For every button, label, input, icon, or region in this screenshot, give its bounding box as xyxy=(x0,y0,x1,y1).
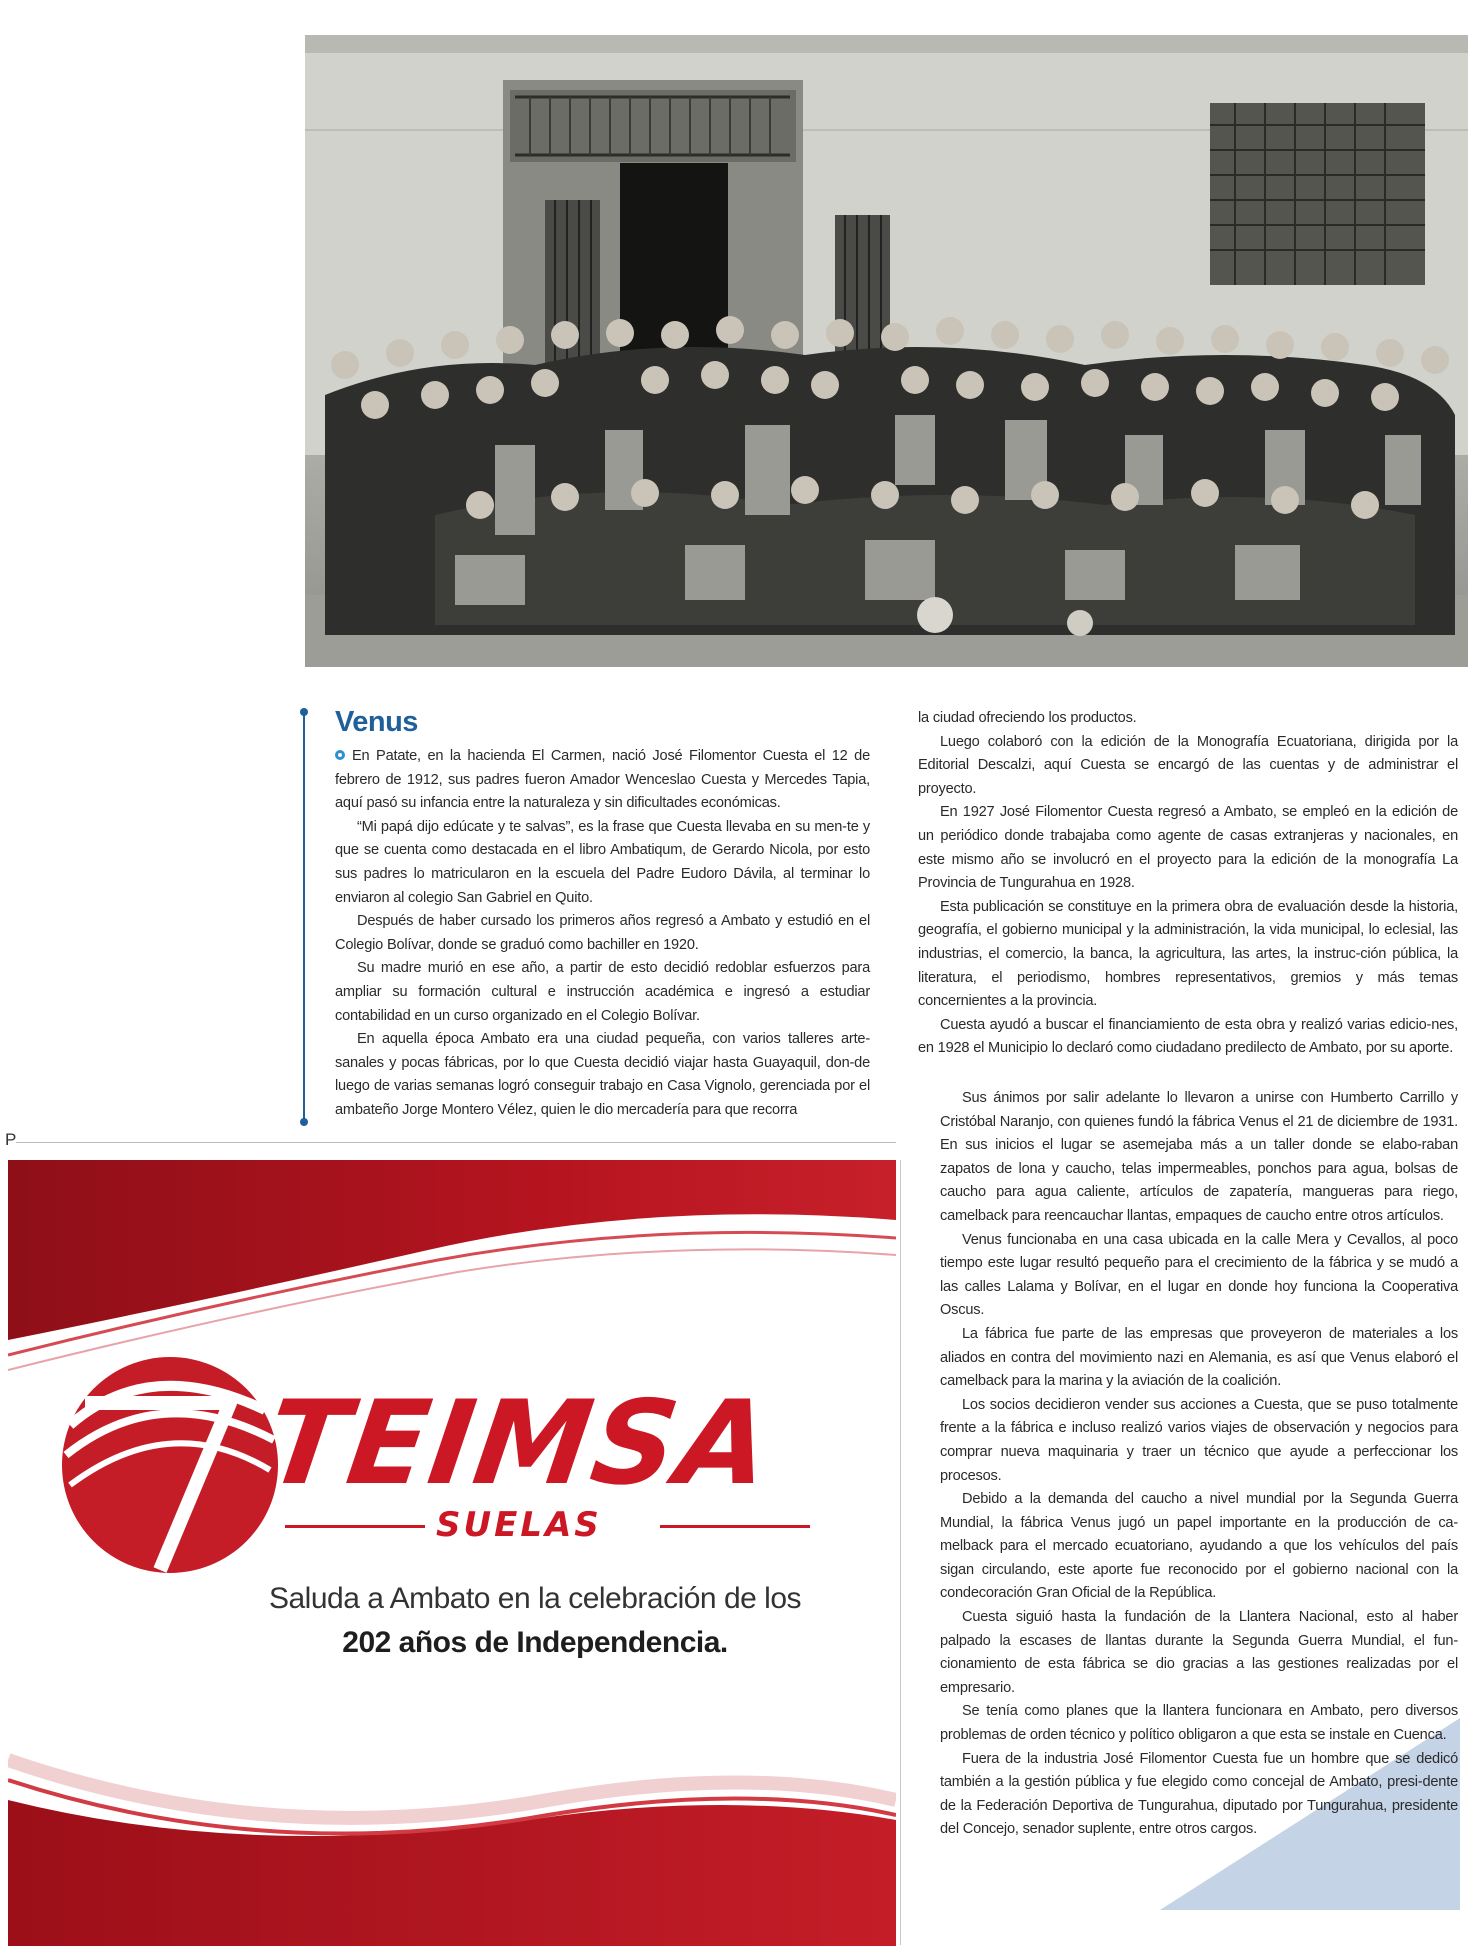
ad-slogan-line-2: 202 años de Independencia. xyxy=(342,1626,728,1659)
article-paragraph: Sus ánimos por salir adelante lo llevaron a unirse con Humberto Carrillo y Cristóbal Naranjo, con quienes fundó la fábrica Venus el 21 de diciembre de 1931. En sus inicios el lugar se asemejaba más a un taller donde se elabo-raban zapatos de lona y caucho, telas impermeables, ponchos para agua, bolsas de caucho para agua caliente, artículos de zapatería, mangueras para riego, camelback para reencauchar llantas, empaques de caucho entre otros artículos. xyxy=(940,1090,1458,1224)
brand-subtitle: SUELAS xyxy=(436,1505,602,1545)
article-paragraph: Debido a la demanda del caucho a nivel mundial por la Segunda Guerra Mundial, la fábrica Venus jugó un papel importante en la producción de ca-melback para el mercado ecuatoriano, ayudando a que los vehículos del país sigan circulando, este aporte fue reconocido por el gobierno nacional con la condecoración Gran Oficial de la República. xyxy=(940,1491,1458,1602)
brand-rule-right xyxy=(660,1525,810,1528)
article-paragraph: Se tenía como planes que la llantera funcionara en Ambato, pero diversos problemas de orden técnico y político obligaron a que esta se instale en Cuenca. xyxy=(940,1703,1458,1744)
ad-wave-background xyxy=(8,1160,896,1946)
article-paragraph: La fábrica fue parte de las empresas que proveyeron de materiales a los aliados en contra del movimiento nazi en Alemania, es así que Venus elaboró el camelback para la marina y la aviación de la coalición. xyxy=(940,1325,1458,1390)
ad-top-rule xyxy=(16,1142,896,1143)
article-paragraph: Después de haber cursado los primeros años regresó a Ambato y estudió en el Colegio Bolívar, donde se graduó como bachiller en 1920. xyxy=(335,913,870,953)
teimsa-advertisement xyxy=(8,1160,896,1946)
article-paragraph: Venus funcionaba en una casa ubicada en la calle Mera y Cevallos, al poco tiempo este lugar resultó pequeño para el crecimiento de la fábrica y se mudó a las calles Lalama y Bolívar, en el lugar en donde hoy funciona la Cooperativa Oscus. xyxy=(940,1231,1458,1319)
brand-name: TEIMSA xyxy=(258,1376,780,1511)
page-marker: P xyxy=(5,1130,17,1149)
article-right-column-top xyxy=(918,707,1458,1061)
article-paragraph: Luego colaboró con la edición de la Monografía Ecuatoriana, dirigida por la Editorial Descalzi, aquí Cuesta se encargó de las cuentas y de administrar el proyecto. xyxy=(918,733,1458,797)
article-title: Venus xyxy=(335,706,418,738)
article-paragraph: Cuesta siguió hasta la fundación de la Llantera Nacional, esto al haber palpado la escases de llantas durante la Segunda Guerra Mundial, el fun-cionamiento de esta fábrica se dio gracias a las gestiones realizadas por el empresario. xyxy=(940,1609,1458,1696)
article-paragraph: Esta publicación se constituye en la primera obra de evaluación desde la historia, geografía, el gobierno municipal y la administración, la vida municipal, lo eclesial, las industrias, el comercio, la banca, la agricultura, las artes, la instruc-ción pública, la literatura, el periodismo, hombres representativos, gremios y más temas concernientes a la provincia. xyxy=(918,898,1458,1010)
article-paragraph: Su madre murió en ese año, a partir de esto decidió redoblar esfuerzos para ampliar su formación cultural e instrucción académica e ingresó a estudiar contabilidad en un curso organizado en el Colegio Bolívar. xyxy=(335,960,870,1024)
article-paragraph: En aquella época Ambato era una ciudad pequeña, con varios talleres arte-sanales y pocas fábricas, por lo que Cuesta decidió viajar hasta Guayaquil, don-de luego de varias semanas logró conseguir trabajo en Casa Vignolo, gerenciada por el ambateño Jorge Montero Vélez, quien le dio mercadería para que recorra xyxy=(335,1031,870,1118)
ad-slogan-line-1: Saluda a Ambato en la celebración de los xyxy=(268,1582,802,1615)
historic-group-photo xyxy=(305,35,1468,667)
article-left-column xyxy=(335,745,870,1123)
article-paragraph: Los socios decidieron vender sus acciones a Cuesta, que se puso totalmente frente a la fábrica e incluso realizó varios viajes de observación y negocios para comprar nueva maquinaria y traer un técnico que ayude a perfeccionar los procesos. xyxy=(940,1396,1458,1484)
ad-right-rule xyxy=(900,1160,901,1945)
bullet-icon xyxy=(335,750,345,760)
teimsa-globe-logo xyxy=(62,1357,278,1573)
article-right-column-bottom xyxy=(940,1087,1458,1842)
article-paragraph: la ciudad ofreciendo los productos. xyxy=(918,710,1137,726)
article-paragraph: “Mi papá dijo edúcate y te salvas”, es la frase que Cuesta llevaba en su men-te y que se cuenta como destacada en el libro Ambatiqum, de Gerardo Nicola, por esto sus padres lo matricularon en la escuela del Padre Eudoro Dávila, al terminar lo enviaron al colegio San Gabriel en Quito. xyxy=(335,818,870,906)
photo-illustration xyxy=(305,35,1468,667)
article-paragraph: Cuesta ayudó a buscar el financiamiento de esta obra y realizó varias edicio-nes, en 1928 el Municipio lo declaró como ciudadano predilecto de Ambato, por su aporte. xyxy=(918,1016,1458,1057)
article-paragraph: En 1927 José Filomentor Cuesta regresó a Ambato, se empleó en la edición de un periódico donde trabajaba como agente de casas extranjeras y nacionales, en este mismo año se involucró en el proyecto para la edición de la monografía La Provincia de Tungurahua en 1928. xyxy=(918,804,1458,892)
column-rule xyxy=(303,712,305,1122)
brand-rule-left xyxy=(285,1525,425,1528)
article-paragraph: Fuera de la industria José Filomentor Cuesta fue un hombre que se dedicó también a la gestión pública y fue elegido como concejal de Ambato, presi-dente de la Federación Deportiva de Tungurahua, diputado por Tungurahua, presidente del Concejo, senador suplente, entre otros cargos. xyxy=(940,1750,1458,1838)
article-paragraph: En Patate, en la hacienda El Carmen, nació José Filomentor Cuesta el 12 de febrero de 1912, sus padres fueron Amador Wenceslao Cuesta y Mercedes Tapia, aquí pasó su infancia entre la naturaleza y sin dificultades económicas. xyxy=(335,748,870,812)
